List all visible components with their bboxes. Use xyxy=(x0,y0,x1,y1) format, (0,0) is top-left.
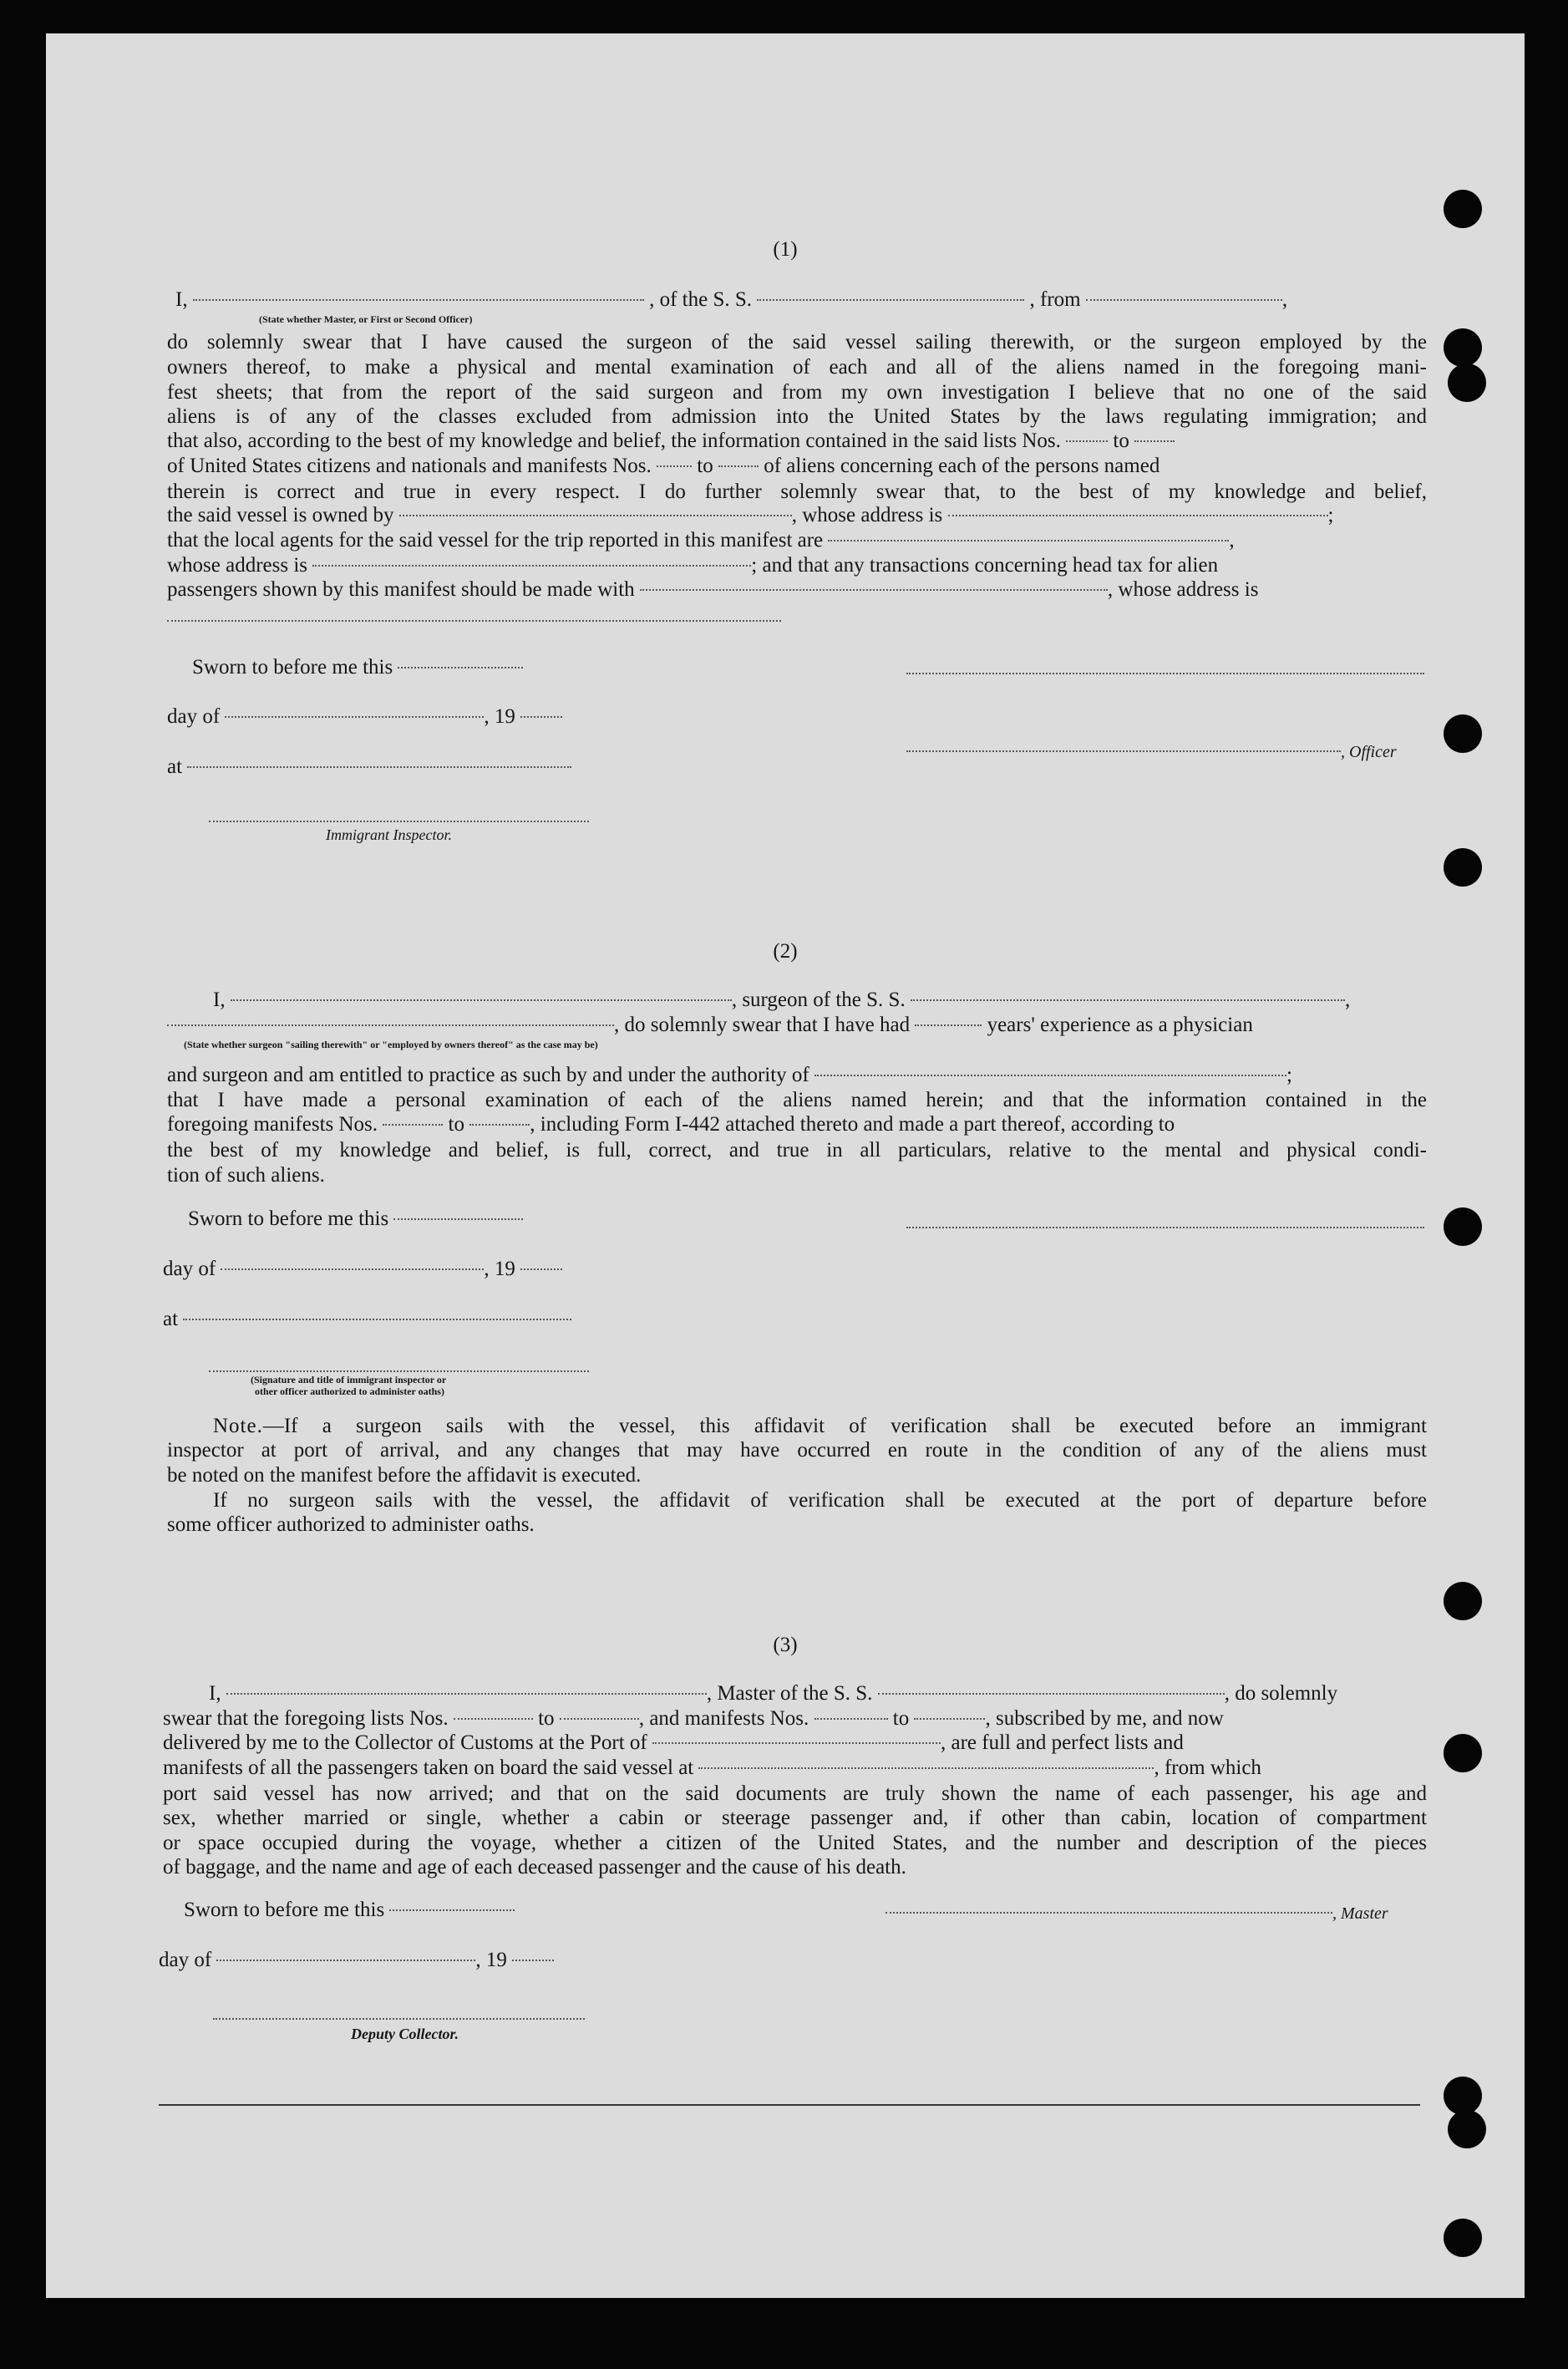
blank-field xyxy=(914,1718,985,1720)
punch-hole xyxy=(1444,1734,1482,1772)
blank-field xyxy=(814,1075,1286,1076)
blank-field xyxy=(828,540,1229,541)
text: , 19 xyxy=(475,1949,507,1971)
paragraph-line: port said vessel has now arrived; and that on the said documents are truly shown the name of each passenger, his age and xyxy=(163,1782,1427,1805)
paragraph-line: or space occupied during the voyage, whether a citizen of the United States, and the number and description of the pieces xyxy=(163,1832,1427,1854)
paragraph-line: the best of my knowledge and belief, is full, correct, and true in all particulars, relative to the mental and physical condi- xyxy=(167,1139,1427,1162)
oath-line xyxy=(175,288,1287,312)
blank-field xyxy=(698,1767,1154,1769)
text: foregoing manifests Nos. xyxy=(167,1113,378,1136)
blank-field xyxy=(383,1124,443,1126)
punch-hole xyxy=(1448,2110,1486,2148)
blank-field xyxy=(225,716,484,718)
note-line: inspector at port of arrival, and any changes that may have occurred en route in the condition of any of the aliens must xyxy=(167,1439,1427,1462)
text: I, xyxy=(209,1682,221,1705)
officer-line xyxy=(906,740,1397,764)
note-line: some officer authorized to administer oaths. xyxy=(167,1513,535,1536)
blank-field xyxy=(512,1960,554,1961)
authority-line xyxy=(167,1064,1292,1087)
blank-field xyxy=(226,1693,707,1695)
delivered-line xyxy=(163,1731,1184,1755)
at-line xyxy=(163,1308,571,1331)
day-line xyxy=(163,1258,562,1281)
blank-field xyxy=(520,1268,562,1270)
punch-hole xyxy=(1444,2077,1482,2115)
punch-hole xyxy=(1444,1207,1482,1246)
field-instruction: (State whether surgeon "sailing therewith" or "employed by owners thereof" as the case may be) xyxy=(184,1039,598,1050)
blank-field xyxy=(915,1024,982,1026)
punch-hole xyxy=(1444,714,1482,753)
text: , Master xyxy=(1332,1904,1388,1923)
punch-hole xyxy=(1444,190,1482,228)
blank-field xyxy=(878,1693,1225,1695)
text: ; xyxy=(1286,1064,1292,1086)
oath-line xyxy=(209,1682,1337,1706)
blank-field xyxy=(393,1218,523,1220)
text: , of the S. S. xyxy=(649,288,753,311)
note-line xyxy=(167,1488,1427,1513)
paragraph-line: therein is correct and true in every respect. I do further solemnly swear that, to the best of my knowledge and belief, xyxy=(167,480,1427,503)
signature-field xyxy=(209,1370,589,1372)
oath-line xyxy=(213,989,1350,1012)
text: day of xyxy=(163,1258,216,1280)
text: delivered by me to the Collector of Customs at the Port of xyxy=(163,1731,647,1754)
inspector-caption: Immigrant Inspector. xyxy=(326,826,452,843)
blank-field xyxy=(757,299,1024,301)
signature-caption: other officer authorized to administer oaths) xyxy=(255,1385,444,1397)
text: to xyxy=(697,455,713,477)
blank-field xyxy=(520,716,562,718)
text: that also, according to the best of my knowledge and belief, the information contained in the said lists Nos. xyxy=(167,430,1061,452)
signature-caption: (Signature and title of immigrant inspector or xyxy=(251,1374,447,1385)
text: years' experience as a physician xyxy=(987,1014,1253,1036)
sworn-line xyxy=(184,1899,515,1922)
text: Sworn to before me this xyxy=(184,1899,385,1921)
blank-field xyxy=(652,1742,941,1744)
sworn-line xyxy=(192,656,523,679)
manifests-line xyxy=(167,1113,1175,1136)
blank-field xyxy=(640,589,1108,591)
text: , whose address is xyxy=(791,504,943,526)
blank-field xyxy=(948,515,1328,516)
blank-field xyxy=(167,620,781,622)
punch-hole xyxy=(1444,848,1482,887)
text: at xyxy=(163,1308,179,1330)
text: I, xyxy=(175,288,188,311)
section-number: (2) xyxy=(773,940,798,963)
text: Sworn to before me this xyxy=(192,656,393,679)
punch-hole xyxy=(1448,363,1486,402)
blank-field xyxy=(399,515,792,516)
blank-field xyxy=(187,766,571,768)
blank-field xyxy=(911,999,1345,1001)
section-number: (3) xyxy=(773,1634,798,1656)
note-line: be noted on the manifest before the affidavit is executed. xyxy=(167,1464,642,1487)
text: I, xyxy=(213,989,226,1011)
blank-field xyxy=(657,465,692,467)
text: , 19 xyxy=(484,705,515,728)
signature-field xyxy=(906,673,1424,674)
blank-field xyxy=(560,1718,639,1720)
text: to xyxy=(538,1707,555,1730)
text: of United States citizens and nationals and manifests Nos. xyxy=(167,455,652,477)
signature-field xyxy=(906,750,1341,752)
text: whose address is xyxy=(167,554,308,577)
punch-hole xyxy=(1444,2219,1482,2257)
text: If no surgeon sails with the vessel, the affidavit of verification shall be executed at the port of departure before xyxy=(213,1489,1427,1512)
blank-field xyxy=(221,1268,484,1270)
field-instruction: (State whether Master, or First or Second Officer) xyxy=(259,313,473,325)
paragraph-line: fest sheets; that from the report of the said surgeon and from my own investigation I believe that no one of the said xyxy=(167,381,1427,404)
paragraph-line: owners thereof, to make a physical and mental examination of each and all of the aliens named in the foregoing mani- xyxy=(167,356,1427,379)
blank-field xyxy=(454,1718,533,1720)
paragraph-line: aliens is of any of the classes excluded from admission into the United States by the laws regulating immigration; and xyxy=(167,405,1427,428)
signature-field xyxy=(885,1912,1332,1914)
text: of aliens concerning each of the persons named xyxy=(764,455,1160,477)
text: to xyxy=(448,1113,464,1136)
note-label: Note. xyxy=(213,1415,263,1437)
punch-hole xyxy=(1444,328,1482,367)
text: ; and that any transactions concerning head tax for alien xyxy=(751,554,1219,577)
text: at xyxy=(167,755,183,778)
text: , including Form I-442 attached thereto and made a part thereof, according to xyxy=(530,1113,1175,1136)
text: day of xyxy=(167,705,221,728)
blank-field xyxy=(231,999,732,1001)
blank-field xyxy=(389,1909,515,1911)
text: , Master of the S. S. xyxy=(706,1682,873,1705)
manifests-line xyxy=(167,455,1160,478)
owned-line xyxy=(167,504,1333,527)
signature-field xyxy=(209,821,589,822)
sworn-line xyxy=(188,1207,523,1231)
text: , subscribed by me, and now xyxy=(985,1707,1224,1730)
text: , and manifests Nos. xyxy=(638,1707,809,1730)
text: , xyxy=(1229,529,1235,552)
bottom-rule xyxy=(159,2104,1420,2106)
text: , surgeon of the S. S. xyxy=(731,989,906,1011)
blank-field xyxy=(1086,299,1282,301)
punch-hole xyxy=(1444,1582,1482,1620)
paragraph-line: of baggage, and the name and age of each deceased passenger and the cause of his death. xyxy=(163,1856,906,1878)
lists-line xyxy=(167,430,1175,453)
signature-field xyxy=(906,1227,1424,1228)
text: , are full and perfect lists and xyxy=(941,1731,1184,1754)
text: to xyxy=(892,1707,910,1730)
text: manifests of all the passengers taken on board the said vessel at xyxy=(163,1756,694,1779)
text: Sworn to before me this xyxy=(188,1207,389,1230)
address-line xyxy=(167,554,1218,577)
text: , from which xyxy=(1154,1756,1261,1779)
day-line xyxy=(159,1949,554,1972)
paragraph-line: tion of such aliens. xyxy=(167,1164,325,1187)
text: ; xyxy=(1327,504,1334,526)
signature-field xyxy=(213,2018,585,2020)
blank-field xyxy=(193,299,644,301)
blank-field xyxy=(398,667,523,669)
at-line xyxy=(167,755,571,779)
text: —If a surgeon sails with the vessel, this affidavit of verification shall be executed before an immigrant xyxy=(262,1415,1427,1437)
blank-field xyxy=(718,465,759,467)
blank-field xyxy=(216,1960,475,1961)
text: , xyxy=(1344,989,1351,1011)
paragraph-line: do solemnly swear that I have caused the surgeon of the said vessel sailing therewith, or the surgeon employed by the xyxy=(167,331,1427,353)
form-page xyxy=(46,33,1525,2298)
text: and surgeon and am entitled to practice as such by and under the authority of xyxy=(167,1064,809,1086)
note-line xyxy=(167,1414,1427,1439)
text: to xyxy=(1113,430,1129,452)
text: , xyxy=(1281,288,1288,311)
blank-field xyxy=(312,565,751,567)
lists-line xyxy=(163,1707,1224,1731)
text: , do solemnly xyxy=(1224,1682,1338,1705)
text: passengers shown by this manifest should be made with xyxy=(167,578,635,601)
text: , do solemnly swear that I have had xyxy=(614,1014,911,1036)
text: the said vessel is owned by xyxy=(167,504,394,526)
blank-field xyxy=(183,1319,571,1320)
blank-field xyxy=(1066,440,1108,442)
text: , whose address is xyxy=(1107,578,1259,601)
blank-field xyxy=(1134,440,1175,442)
paragraph-line: that I have made a personal examination of each of the aliens named herein; and that the information contained in the xyxy=(167,1089,1427,1111)
text: day of xyxy=(159,1949,212,1971)
text: , 19 xyxy=(484,1258,515,1280)
blank-field xyxy=(469,1124,530,1126)
text: that the local agents for the said vessel for the trip reported in this manifest are xyxy=(167,529,824,552)
section-number: (1) xyxy=(773,238,798,261)
blank-field xyxy=(167,1024,614,1026)
master-line xyxy=(885,1901,1388,1925)
blank-field xyxy=(814,1718,888,1720)
port-line xyxy=(163,1756,1261,1780)
text: , Officer xyxy=(1341,743,1397,761)
experience-line xyxy=(167,1014,1253,1037)
paragraph-line: sex, whether married or single, whether a cabin or steerage passenger and, if other than cabin, location of compartment xyxy=(163,1807,1427,1829)
agents-line xyxy=(167,529,1235,552)
text: swear that the foregoing lists Nos. xyxy=(163,1707,449,1730)
collector-caption: Deputy Collector. xyxy=(351,2026,459,2042)
passengers-line xyxy=(167,578,1258,602)
text: , from xyxy=(1029,288,1081,311)
day-line xyxy=(167,705,562,729)
